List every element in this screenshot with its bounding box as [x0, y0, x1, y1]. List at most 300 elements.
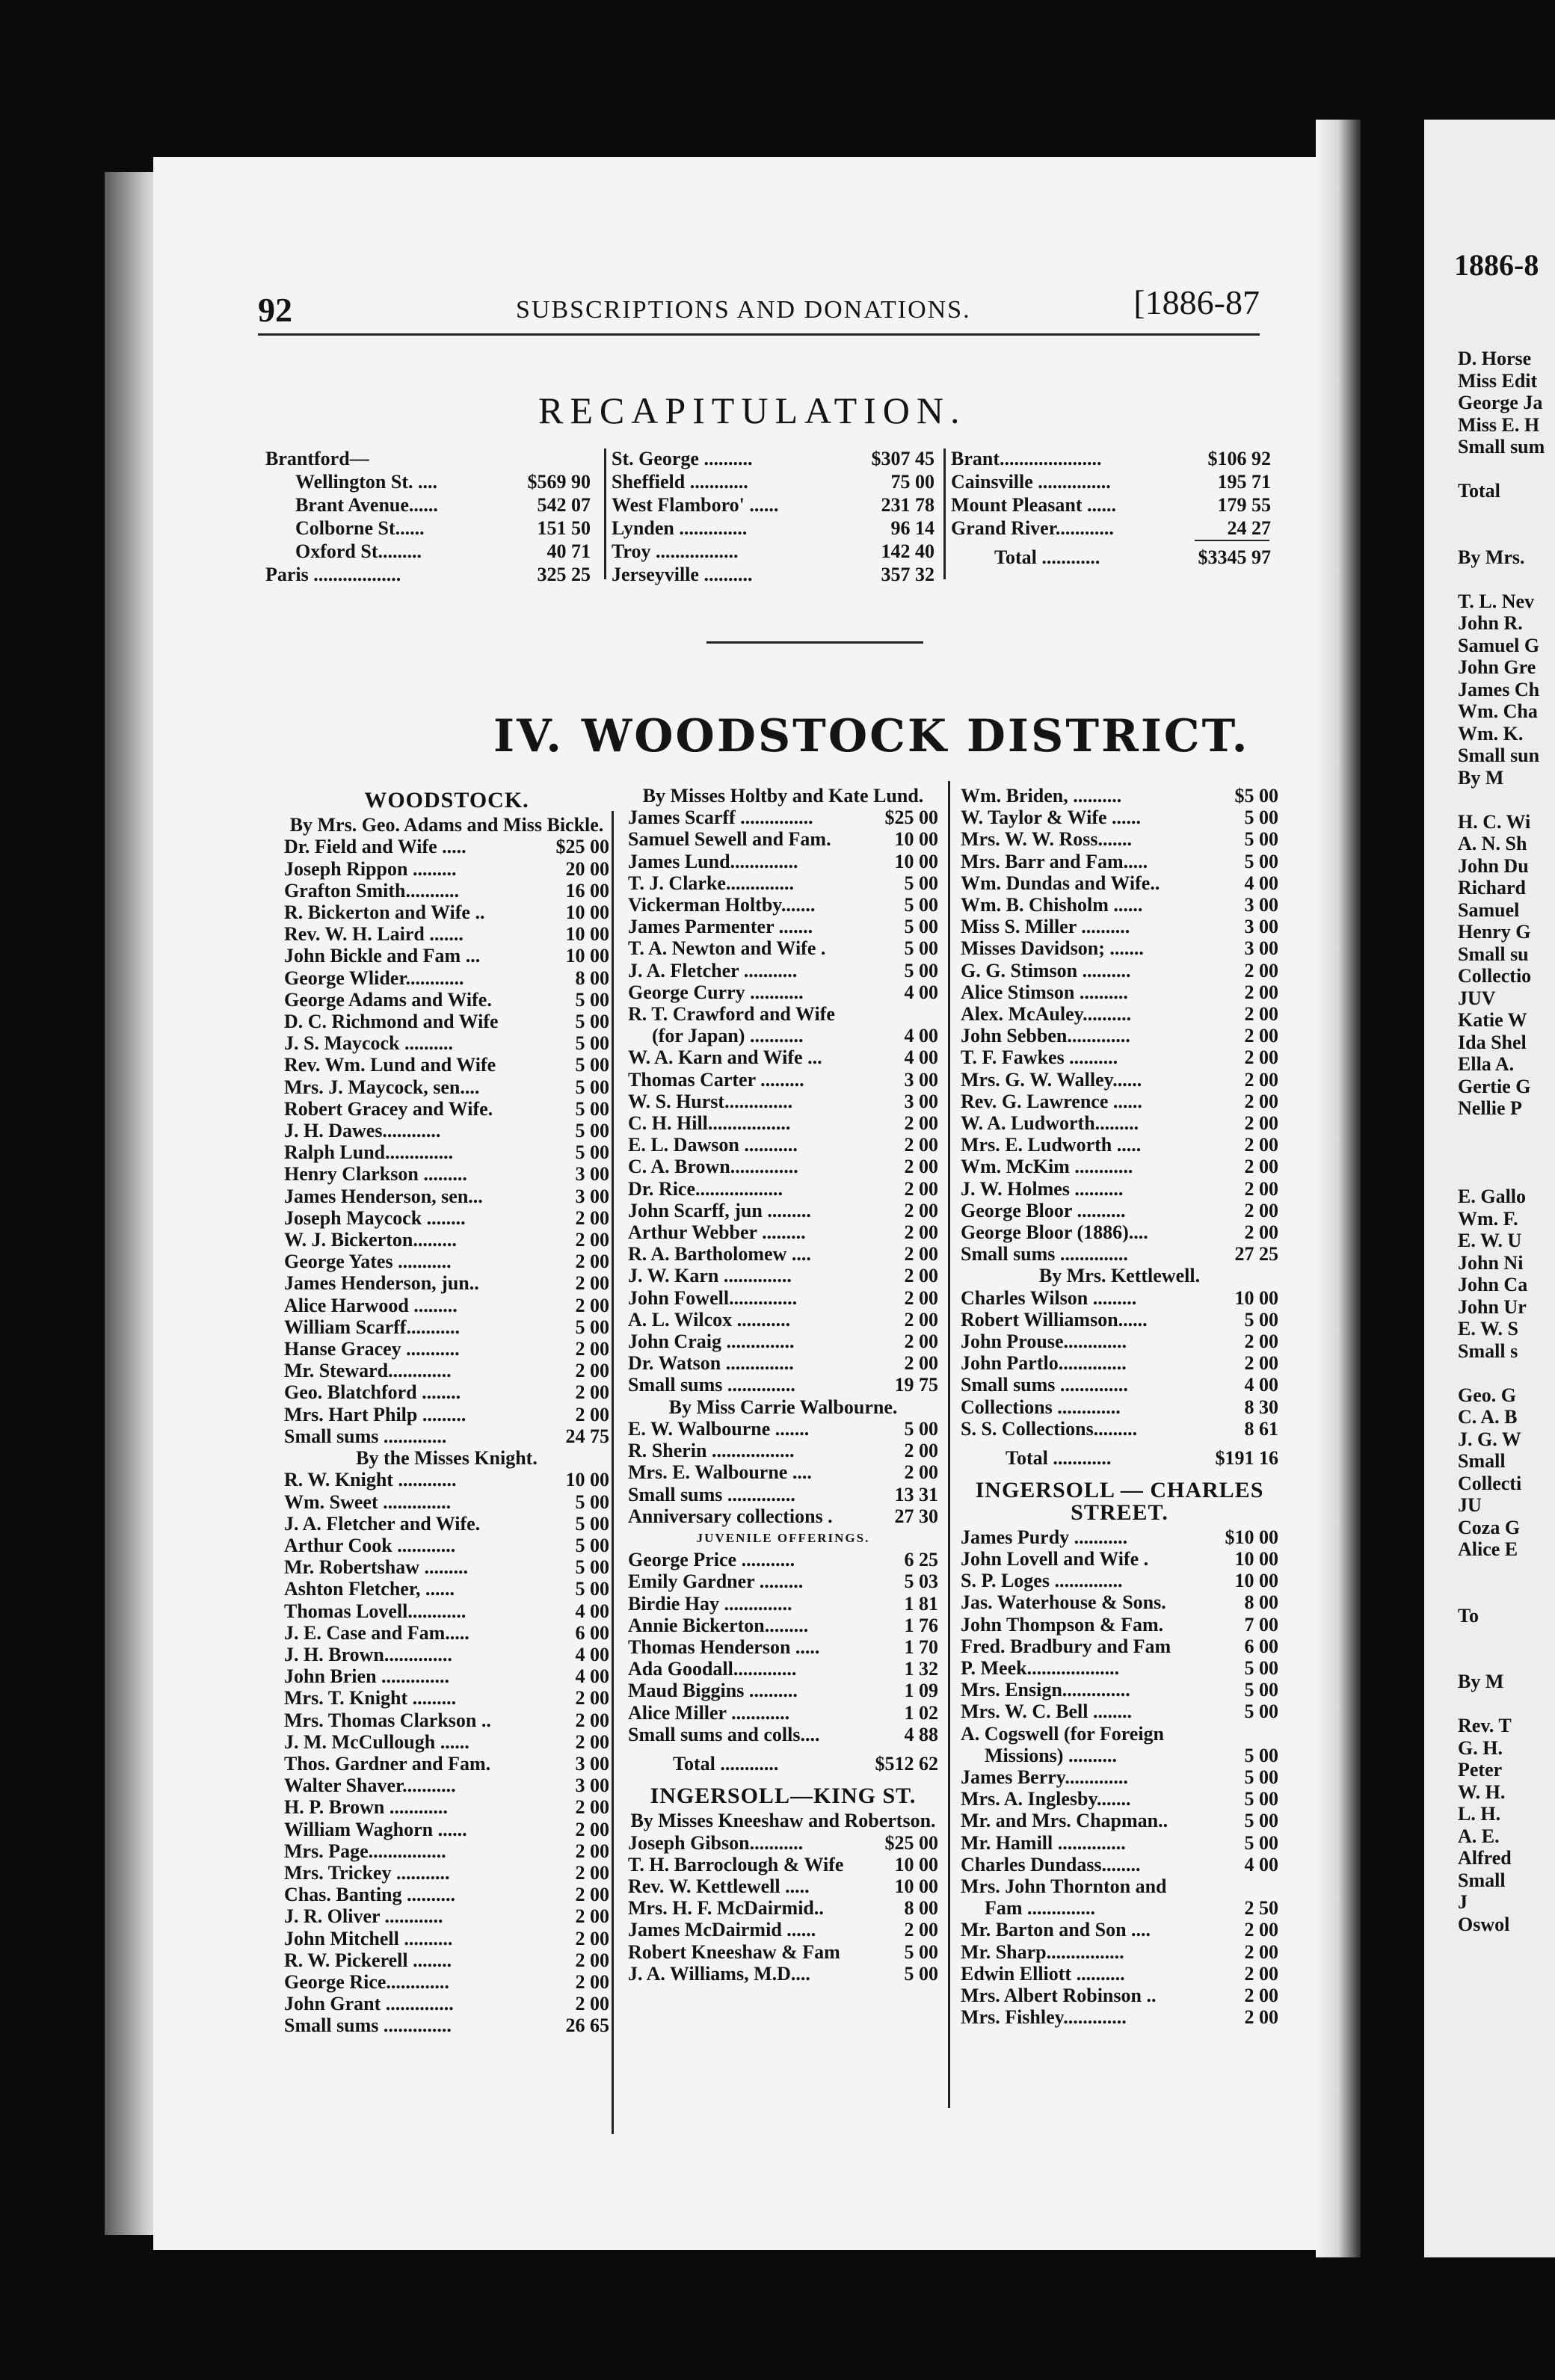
facing-page-line: To [1458, 1604, 1479, 1627]
total-label: Total ............ [1006, 1447, 1112, 1470]
book-gutter [1316, 120, 1361, 2257]
donor-row [628, 1112, 938, 1134]
donor-amount: 8 00 [1244, 1591, 1278, 1614]
donor-amount: 10 00 [1234, 1286, 1278, 1309]
donor-row [961, 1985, 1278, 2006]
donor-name: Thomas Henderson ..... [628, 1636, 820, 1658]
donor-row [628, 1832, 938, 1854]
donor-amount: 5 00 [575, 1032, 609, 1055]
donor-name: Rev. W. Kettlewell ..... [628, 1875, 810, 1897]
donor-row [628, 1352, 938, 1374]
donor-name: Mrs. H. F. McDairmid.. [628, 1897, 824, 1920]
facing-page-line [1458, 524, 1545, 546]
donor-amount: 6 00 [575, 1621, 609, 1644]
donor-amount: 24 75 [565, 1425, 609, 1447]
facing-page-line: L. H. [1458, 1803, 1501, 1825]
donor-name: George Yates ........... [284, 1251, 452, 1273]
facing-page-line [1458, 1649, 1545, 1671]
facing-page-line: Miss E. H [1458, 413, 1540, 436]
donor-row [961, 1418, 1278, 1440]
donor-name: T. A. Newton and Wife . [628, 937, 826, 960]
donor-amount: 5 00 [1244, 1766, 1278, 1788]
facing-page-line: Ida Shel [1458, 1031, 1527, 1053]
donor-row [628, 828, 938, 850]
donor-name: E. W. Walbourne ....... [628, 1417, 810, 1440]
donor-row [961, 1657, 1278, 1679]
donor-amount: 10 00 [565, 1469, 609, 1491]
donor-amount: 5 00 [575, 1011, 609, 1033]
facing-page-line: Collectio [1458, 965, 1532, 987]
facing-page-line: John Ur [1458, 1295, 1527, 1318]
donor-name: J. W. Karn .............. [628, 1265, 792, 1287]
donor-amount: 19 75 [894, 1374, 938, 1396]
facing-page-line: Small sum [1458, 436, 1545, 457]
donor-amount: 2 50 [1244, 1897, 1278, 1920]
donor-name: John Bickle and Fam ... [284, 945, 481, 967]
facing-page-line: A. E. [1458, 1825, 1500, 1847]
recap-place: Jerseyville .......... [612, 564, 753, 585]
recap-row [265, 540, 591, 563]
donor-amount: 2 00 [575, 1251, 609, 1273]
donor-row [284, 1535, 609, 1556]
running-header [258, 283, 1260, 335]
donor-row [628, 1854, 938, 1875]
donor-amount: 5 00 [575, 1316, 609, 1338]
donor-amount: 5 00 [575, 988, 609, 1011]
facing-page-line [1458, 458, 1545, 481]
donor-amount: 27 30 [894, 1505, 938, 1527]
donor-row [961, 2006, 1278, 2028]
donor-name: Ada Goodall............. [628, 1658, 797, 1680]
donor-name: Small sums ............. [284, 1425, 447, 1447]
donor-row [961, 1614, 1278, 1636]
donor-name: Wm. Sweet .............. [284, 1490, 452, 1513]
recap-row [265, 470, 591, 493]
donor-name: Geo. Blatchford ........ [284, 1381, 461, 1404]
recap-row [612, 517, 934, 540]
donor-row [961, 1331, 1278, 1352]
donor-name: Mrs. T. Knight ......... [284, 1687, 457, 1710]
donor-amount: 5 00 [1244, 1656, 1278, 1679]
facing-page-line: Richard [1458, 877, 1526, 898]
donor-name: R. W. Knight ............ [284, 1469, 457, 1491]
donor-amount: 4 88 [904, 1723, 938, 1745]
donor-name: George Price ........... [628, 1549, 795, 1571]
facing-page-line: Small sun [1458, 744, 1540, 766]
donor-row [284, 901, 609, 923]
recap-amount: 542 07 [537, 494, 591, 516]
facing-page-line: JUV [1458, 987, 1496, 1009]
donor-row [284, 945, 609, 967]
donor-row [284, 1949, 609, 1971]
donor-name: Small sums .............. [961, 1374, 1128, 1396]
donor-row [284, 1076, 609, 1098]
recap-row [612, 563, 934, 586]
facing-page-line: Peter [1458, 1759, 1503, 1781]
donor-name: John Prouse............. [961, 1331, 1127, 1353]
recap-divider-1 [604, 448, 606, 579]
donor-amount: 1 32 [904, 1658, 938, 1680]
donor-amount: 5 00 [575, 1120, 609, 1142]
donor-amount: 3 00 [1244, 916, 1278, 938]
donor-name: J. R. Oliver ............ [284, 1905, 443, 1928]
donor-amount: 3 00 [904, 1090, 938, 1112]
donor-amount: 2 00 [1244, 1003, 1278, 1026]
donor-amount: 5 00 [575, 1076, 609, 1098]
donor-row [628, 1724, 938, 1745]
donor-row [628, 807, 938, 828]
recap-total-amount: $3345 97 [1198, 546, 1271, 568]
donor-row [961, 1788, 1278, 1810]
facing-page-line: John R. [1458, 612, 1523, 634]
donor-amount: 1 70 [904, 1636, 938, 1658]
donor-name: Wm. McKim ............ [961, 1156, 1133, 1178]
donor-amount: 27 25 [1234, 1243, 1278, 1265]
donor-amount: 2 00 [1244, 1134, 1278, 1156]
donor-name: Wm. Briden, .......... [961, 785, 1122, 807]
donor-name: George Rice............. [284, 1970, 449, 1993]
facing-page-line [1458, 1120, 1545, 1142]
donor-name: Walter Shaver........... [284, 1775, 456, 1797]
donor-row [961, 1832, 1278, 1854]
donor-name: C. H. Hill................. [628, 1112, 791, 1135]
donor-row [284, 2014, 609, 2036]
donor-row [284, 1338, 609, 1360]
donor-name: John Mitchell .......... [284, 1927, 453, 1949]
collector-line: By Mrs. Kettlewell. [1038, 1265, 1201, 1287]
facing-page-line: By Mrs. [1458, 546, 1525, 568]
donor-name: Mrs. Barr and Fam..... [961, 850, 1148, 872]
donor-amount: 13 31 [894, 1483, 938, 1505]
facing-page-line: Wm. Cha [1458, 700, 1538, 722]
donor-amount: 10 00 [894, 1875, 938, 1897]
donor-name: Hanse Gracey ........... [284, 1338, 460, 1360]
donor-row [961, 1178, 1278, 1200]
donor-row [961, 1854, 1278, 1875]
donor-row [628, 1200, 938, 1221]
donor-amount: 2 00 [575, 1905, 609, 1928]
facing-page-line [1458, 1693, 1545, 1715]
donor-amount: 5 00 [904, 1417, 938, 1440]
donor-name: James Scarff ............... [628, 807, 813, 829]
donor-amount: 2 00 [904, 1308, 938, 1331]
donor-name: John Brien .............. [284, 1665, 450, 1688]
donor-amount: 2 00 [904, 1156, 938, 1178]
facing-page-line: Katie W [1458, 1009, 1527, 1031]
donor-name: T. F. Fawkes .......... [961, 1046, 1118, 1069]
donor-amount: 2 00 [904, 1286, 938, 1309]
donor-amount: 2 00 [575, 1272, 609, 1295]
donor-row [284, 1753, 609, 1775]
donor-row [628, 1374, 938, 1396]
donor-name: Robert Kneeshaw & Fam [628, 1940, 840, 1963]
donor-amount: 2 00 [575, 1403, 609, 1425]
donor-name: Thos. Gardner and Fam. [284, 1752, 491, 1775]
donor-name: W. A. Karn and Wife ... [628, 1046, 822, 1069]
donor-row [284, 923, 609, 945]
donor-row [961, 1352, 1278, 1374]
facing-page-line: John Gre [1458, 656, 1536, 678]
donor-name: Annie Bickerton......... [628, 1614, 809, 1636]
donor-row [961, 894, 1278, 916]
donor-amount: 5 00 [904, 916, 938, 938]
facing-page-line: H. C. Wi [1458, 810, 1531, 833]
facing-page-line: Wm. F. [1458, 1207, 1518, 1230]
donor-row [628, 1963, 938, 1985]
donor-amount: 2 00 [904, 1221, 938, 1244]
facing-page-line: Alfred [1458, 1847, 1512, 1869]
donor-name: D. C. Richmond and Wife [284, 1011, 499, 1033]
recap-amount: 24 27 [1227, 517, 1271, 539]
donor-name: Mr. Robertshaw ......... [284, 1556, 469, 1579]
donor-row [961, 916, 1278, 937]
donor-name: Robert Gracey and Wife. [284, 1097, 493, 1120]
header-rule [258, 333, 1260, 336]
recap-place: Wellington St. .... [295, 471, 437, 493]
recap-total-label: Total ............ [994, 546, 1100, 568]
recap-place: Brant Avenue...... [295, 494, 438, 516]
donor-name: Thomas Carter ......... [628, 1068, 804, 1091]
donor-name: John Grant .............. [284, 1993, 454, 2015]
donor-name: Mrs. Page................ [284, 1840, 446, 1862]
donor-amount: 5 00 [575, 1097, 609, 1120]
donor-row [628, 1003, 938, 1025]
donor-name: Mrs. W. C. Bell ........ [961, 1701, 1132, 1723]
total-label: Total ............ [673, 1752, 779, 1775]
donor-row [628, 1331, 938, 1352]
donor-row [628, 1941, 938, 1963]
donor-name: John Thompson & Fam. [961, 1613, 1164, 1636]
donor-row [628, 1680, 938, 1701]
donor-name: Mrs. Albert Robinson .. [961, 1984, 1157, 2006]
donor-amount: 2 00 [1244, 1090, 1278, 1112]
facing-page-line: JU [1458, 1494, 1482, 1516]
donor-amount: 2 00 [575, 1730, 609, 1753]
donor-row [284, 1120, 609, 1141]
facing-page-line: Samuel G [1458, 634, 1540, 656]
donor-name: James Parmenter ....... [628, 916, 813, 938]
donor-amount: 4 00 [904, 1046, 938, 1069]
donor-row [961, 1875, 1278, 1897]
facing-page-line: Geo. G [1458, 1384, 1516, 1406]
donor-amount: 2 00 [1244, 1940, 1278, 1963]
donor-amount: $25 00 [884, 1831, 938, 1854]
donor-name: J. E. Case and Fam..... [284, 1621, 469, 1644]
donor-name: James Henderson, jun.. [284, 1272, 479, 1295]
donor-amount: 5 00 [1244, 1810, 1278, 1832]
running-year: [1886-87 [1133, 283, 1260, 321]
donor-amount: 5 00 [575, 1578, 609, 1600]
donor-amount: 2 00 [1244, 1984, 1278, 2006]
donor-amount: 2 00 [575, 1861, 609, 1884]
recap-place: Brant..................... [951, 448, 1102, 469]
donor-amount: 8 00 [575, 967, 609, 989]
donor-row [961, 1309, 1278, 1331]
section-heading: INGERSOLL — CHARLES STREET. [975, 1478, 1264, 1525]
donor-amount: 8 00 [904, 1897, 938, 1920]
donor-name: Samuel Sewell and Fam. [628, 828, 831, 851]
facing-page-line: E. Gallo [1458, 1186, 1527, 1207]
facing-page-line: George Ja [1458, 392, 1543, 413]
facing-page-line: Total [1458, 480, 1500, 502]
donor-row [628, 1658, 938, 1680]
donor-amount: 3 00 [1244, 937, 1278, 960]
donor-name: Mrs. J. Maycock, sen.... [284, 1076, 480, 1098]
donor-name: Arthur Cook ............ [284, 1534, 456, 1556]
donor-row [628, 1549, 938, 1570]
donor-name: T. J. Clarke.............. [628, 872, 794, 894]
facing-page-line [1458, 502, 1545, 525]
collector-line: By Miss Carrie Walbourne. [668, 1396, 898, 1418]
donor-row [961, 1548, 1278, 1570]
donor-name: Small sums .............. [628, 1483, 795, 1505]
donor-amount: 2 00 [904, 1265, 938, 1287]
donor-row [284, 1687, 609, 1709]
donor-amount: 10 00 [1234, 1570, 1278, 1592]
donor-name: Joseph Rippon ......... [284, 857, 457, 880]
donor-amount: 3 00 [575, 1752, 609, 1775]
donor-row [961, 1766, 1278, 1788]
donor-amount: 3 00 [1244, 894, 1278, 916]
facing-page-line [1458, 1164, 1545, 1186]
donor-row [284, 1971, 609, 1993]
collector-line: By Misses Holtby and Kate Lund. [642, 785, 924, 807]
facing-page-lines [1458, 348, 1545, 1935]
donor-row [628, 960, 938, 981]
donor-amount: 5 00 [1244, 1701, 1278, 1723]
donor-amount: 5 00 [1244, 1308, 1278, 1331]
donor-name: Rev. Wm. Lund and Wife [284, 1054, 496, 1076]
donor-name: Mrs. Thomas Clarkson .. [284, 1709, 491, 1731]
donor-name: James McDairmid ...... [628, 1919, 816, 1941]
donor-amount: 2 00 [1244, 1025, 1278, 1047]
donor-name: J. A. Fletcher ........... [628, 959, 798, 981]
donor-row [961, 1810, 1278, 1831]
donor-name: Grafton Smith........... [284, 879, 459, 901]
donor-name: Dr. Field and Wife ..... [284, 836, 466, 858]
donor-row [284, 1862, 609, 1884]
recap-amount: 75 00 [890, 471, 934, 493]
donor-row [628, 1593, 938, 1615]
donor-row [961, 1745, 1278, 1766]
donor-name: Small sums .............. [284, 2014, 452, 2037]
donor-name: J. A. Williams, M.D.... [628, 1962, 810, 1985]
donor-row [628, 937, 938, 959]
donor-row [628, 872, 938, 894]
donor-name: Wm. B. Chisholm ...... [961, 894, 1143, 916]
donor-row [961, 1287, 1278, 1309]
facing-page-line [1458, 1141, 1545, 1164]
donor-name: C. A. Brown.............. [628, 1156, 798, 1178]
donor-amount: 2 00 [1244, 1221, 1278, 1244]
facing-page-line: By M [1458, 1671, 1504, 1692]
donor-amount: 2 00 [1244, 1156, 1278, 1178]
donor-name: Fam .............. [985, 1897, 1096, 1920]
recap-row [612, 540, 934, 563]
donor-row [284, 1186, 609, 1207]
donor-amount: $10 00 [1225, 1526, 1278, 1548]
donor-name: Charles Dundass........ [961, 1853, 1141, 1875]
donor-row [284, 1032, 609, 1054]
donor-name: John Craig .............. [628, 1331, 795, 1353]
recap-amount: 151 50 [537, 517, 591, 539]
donor-name: Joseph Maycock ........ [284, 1206, 466, 1229]
donor-name: Mrs. W. W. Ross....... [961, 828, 1132, 851]
donor-row [284, 1163, 609, 1185]
donor-amount: 5 00 [575, 1490, 609, 1513]
donor-row [961, 872, 1278, 894]
donor-amount: 5 00 [575, 1534, 609, 1556]
donor-name: Alex. McAuley.......... [961, 1003, 1132, 1026]
donor-amount: 5 00 [1244, 1744, 1278, 1766]
donor-row [284, 1775, 609, 1796]
contribution-column-1 [284, 785, 609, 2037]
donor-row [628, 981, 938, 1003]
recap-total [994, 546, 1271, 569]
recap-title: RECAPITULATION. [538, 389, 967, 431]
donor-name: Miss S. Miller .......... [961, 916, 1130, 938]
donor-name: George Bloor (1886).... [961, 1221, 1148, 1244]
donor-name: A. Cogswell (for Foreign [961, 1722, 1164, 1745]
donor-amount: 2 00 [1244, 1331, 1278, 1353]
donor-amount: 2 00 [575, 1970, 609, 1993]
facing-page-line: E. W. S [1458, 1318, 1518, 1339]
donor-amount: 8 61 [1244, 1417, 1278, 1440]
recap-amount: $569 90 [527, 471, 591, 493]
facing-page-line: John Ni [1458, 1251, 1524, 1274]
donor-name: E. L. Dawson ........... [628, 1134, 798, 1156]
total-row [961, 1447, 1278, 1469]
donor-row [961, 1570, 1278, 1591]
column-divider-1 [612, 811, 614, 2134]
donor-name: G. G. Stimson .......... [961, 959, 1131, 981]
facing-page-line [1458, 1561, 1545, 1583]
donor-row [628, 1615, 938, 1636]
donor-amount: 4 00 [904, 1025, 938, 1047]
recap-row [951, 447, 1271, 470]
donor-amount: 2 00 [575, 1993, 609, 2015]
section-heading: INGERSOLL—KING ST. [650, 1784, 917, 1809]
donor-row [284, 1578, 609, 1600]
donor-row [284, 1469, 609, 1490]
recap-row [265, 517, 591, 540]
donor-name: Collections ............. [961, 1396, 1121, 1418]
donor-row [961, 1636, 1278, 1657]
donor-name: Birdie Hay .............. [628, 1592, 792, 1615]
donor-row [628, 1265, 938, 1286]
donor-amount: 3 00 [575, 1185, 609, 1207]
donor-row [961, 1396, 1278, 1418]
donor-name: W. S. Hurst.............. [628, 1090, 793, 1112]
donor-amount: 5 00 [1244, 850, 1278, 872]
donor-amount: 2 00 [904, 1177, 938, 1200]
donor-row [961, 1134, 1278, 1156]
donor-name: Mrs. E. Ludworth ..... [961, 1134, 1142, 1156]
facing-page-year: 1886-8 [1454, 248, 1539, 282]
donor-name: Mrs. Fishley............. [961, 2006, 1127, 2029]
donor-amount: 5 00 [904, 959, 938, 981]
donor-name: Mrs. A. Inglesby....... [961, 1788, 1131, 1810]
donor-name: Thomas Lovell............ [284, 1600, 466, 1622]
recap-amount: 142 40 [881, 540, 934, 562]
donor-name: Mrs. John Thornton and [961, 1875, 1167, 1897]
donor-name: Rev. W. H. Laird ....... [284, 923, 464, 946]
recap-amount: 179 55 [1217, 494, 1271, 516]
donor-amount: 1 81 [904, 1592, 938, 1615]
donor-row [284, 1316, 609, 1338]
donor-amount: 2 00 [1244, 1068, 1278, 1091]
donor-row [284, 1491, 609, 1513]
